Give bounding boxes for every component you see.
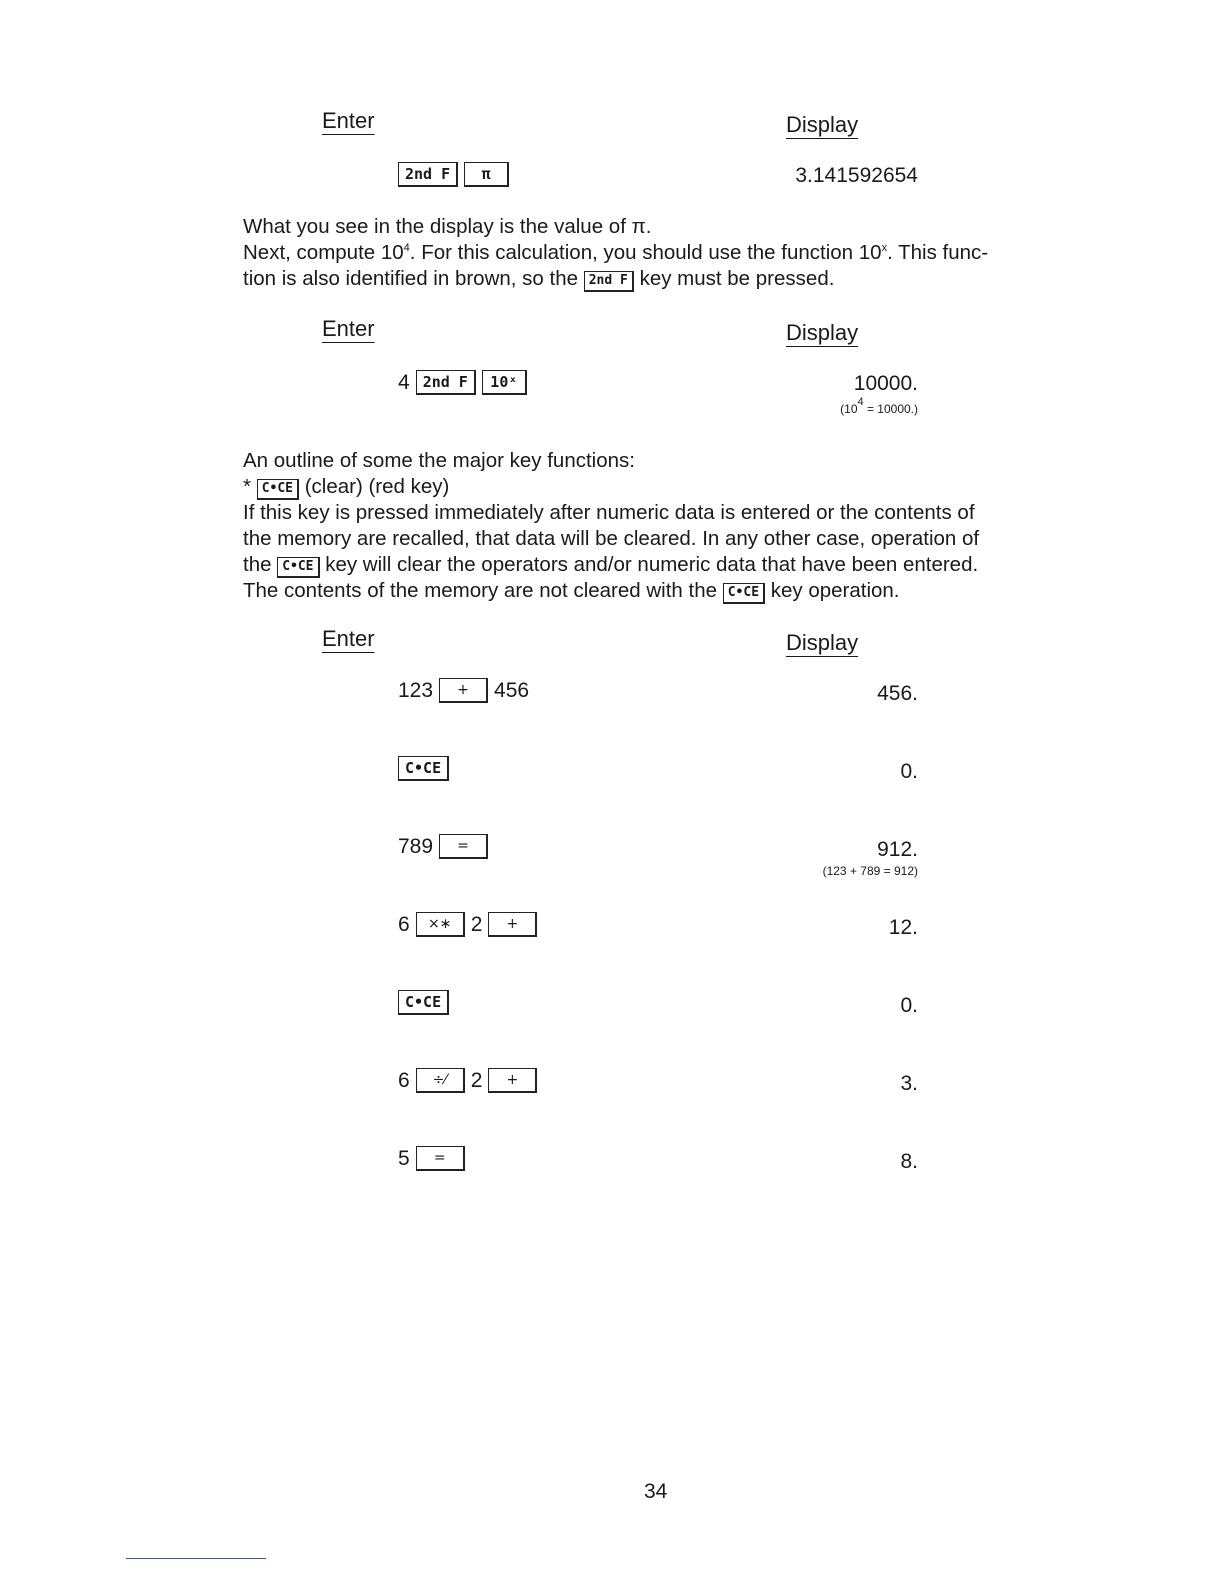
entry-number: 789: [398, 834, 434, 858]
display-value: 3.: [900, 1072, 918, 1095]
display-value: 12.: [888, 916, 918, 939]
display-header-1: Display: [786, 112, 859, 137]
entry-row-4: [398, 912, 537, 937]
key-equals: =: [439, 834, 488, 859]
entry-number: 2: [470, 912, 483, 936]
text-line: * C•CE (clear) (red key): [243, 475, 450, 498]
entry-number: 456: [494, 678, 530, 702]
display-header-3: Display: [786, 630, 859, 655]
key-10x: 10ˣ: [482, 370, 527, 395]
text-line: If this key is pressed immediately after numeric data is entered or the contents of: [243, 501, 975, 524]
text-line: the C•CE key will clear the operators and/or numeric data that have been entered.: [243, 553, 979, 576]
key-2nd-f: 2nd F: [398, 162, 458, 187]
key-plus: +: [488, 912, 537, 937]
key-2nd-f: 2nd F: [416, 370, 476, 395]
display-value-10000: 10000.: [853, 372, 918, 395]
key-cce-inline: C•CE: [723, 583, 765, 604]
text-line: What you see in the display is the value of π.: [243, 215, 652, 238]
entry-row-2: [398, 756, 449, 781]
page-number: 34: [644, 1480, 668, 1503]
key-divide: ÷⁄: [416, 1068, 465, 1093]
key-2nd-f-inline: 2nd F: [584, 271, 634, 292]
key-plus: +: [488, 1068, 537, 1093]
enter-header-3: Enter: [322, 626, 375, 651]
paragraph-key-functions: [243, 448, 1043, 604]
key-cce: C•CE: [398, 990, 449, 1015]
entry-row-6: [398, 1068, 537, 1093]
footer-rule: [126, 1558, 266, 1559]
display-value: 912.: [877, 838, 918, 861]
key-cce: C•CE: [398, 756, 449, 781]
entry-number: 4: [398, 370, 410, 394]
display-value: 8.: [900, 1150, 918, 1173]
entry-number: 6: [398, 1068, 410, 1092]
key-pi: π: [464, 162, 509, 187]
entry-row-5: [398, 990, 449, 1015]
entry-row-7: [398, 1146, 465, 1171]
entry-row-10x: [398, 370, 527, 395]
entry-number: 2: [470, 1068, 483, 1092]
display-note: (123 + 789 = 912): [822, 864, 918, 878]
display-value: 0.: [900, 760, 918, 783]
display-value: 456.: [877, 682, 918, 705]
entry-row-3: [398, 834, 488, 859]
entry-row-pi: [398, 162, 509, 187]
text-line: The contents of the memory are not cleared with the C•CE key operation.: [243, 579, 900, 602]
paragraph-pi-explanation: [243, 214, 1043, 292]
enter-header-2: Enter: [322, 316, 375, 341]
text-line: An outline of some the major key functions:: [243, 449, 635, 472]
display-value-pi: 3.141592654: [795, 164, 918, 187]
key-equals: =: [416, 1146, 465, 1171]
key-cce-inline: C•CE: [257, 479, 299, 500]
entry-number: 6: [398, 912, 410, 936]
key-cce-inline: C•CE: [277, 557, 319, 578]
display-value: 0.: [900, 994, 918, 1017]
display-header-2: Display: [786, 320, 859, 345]
entry-number: 5: [398, 1146, 410, 1170]
enter-header-1: Enter: [322, 108, 375, 133]
entry-row-1: [398, 678, 529, 703]
text-line: tion is also identified in brown, so the 2nd F key must be pressed.: [243, 267, 835, 290]
entry-number: 123: [398, 678, 434, 702]
key-plus: +: [439, 678, 488, 703]
text-line: the memory are recalled, that data will be cleared. In any other case, operation of: [243, 527, 980, 550]
text-line: Next, compute $10^4$. For this calculation, you should use the function 10$^x$. This func-: [243, 241, 989, 264]
display-note-10000: $(10^4 = 10000.)$: [840, 396, 918, 416]
key-multiply: ×∗: [416, 912, 465, 937]
